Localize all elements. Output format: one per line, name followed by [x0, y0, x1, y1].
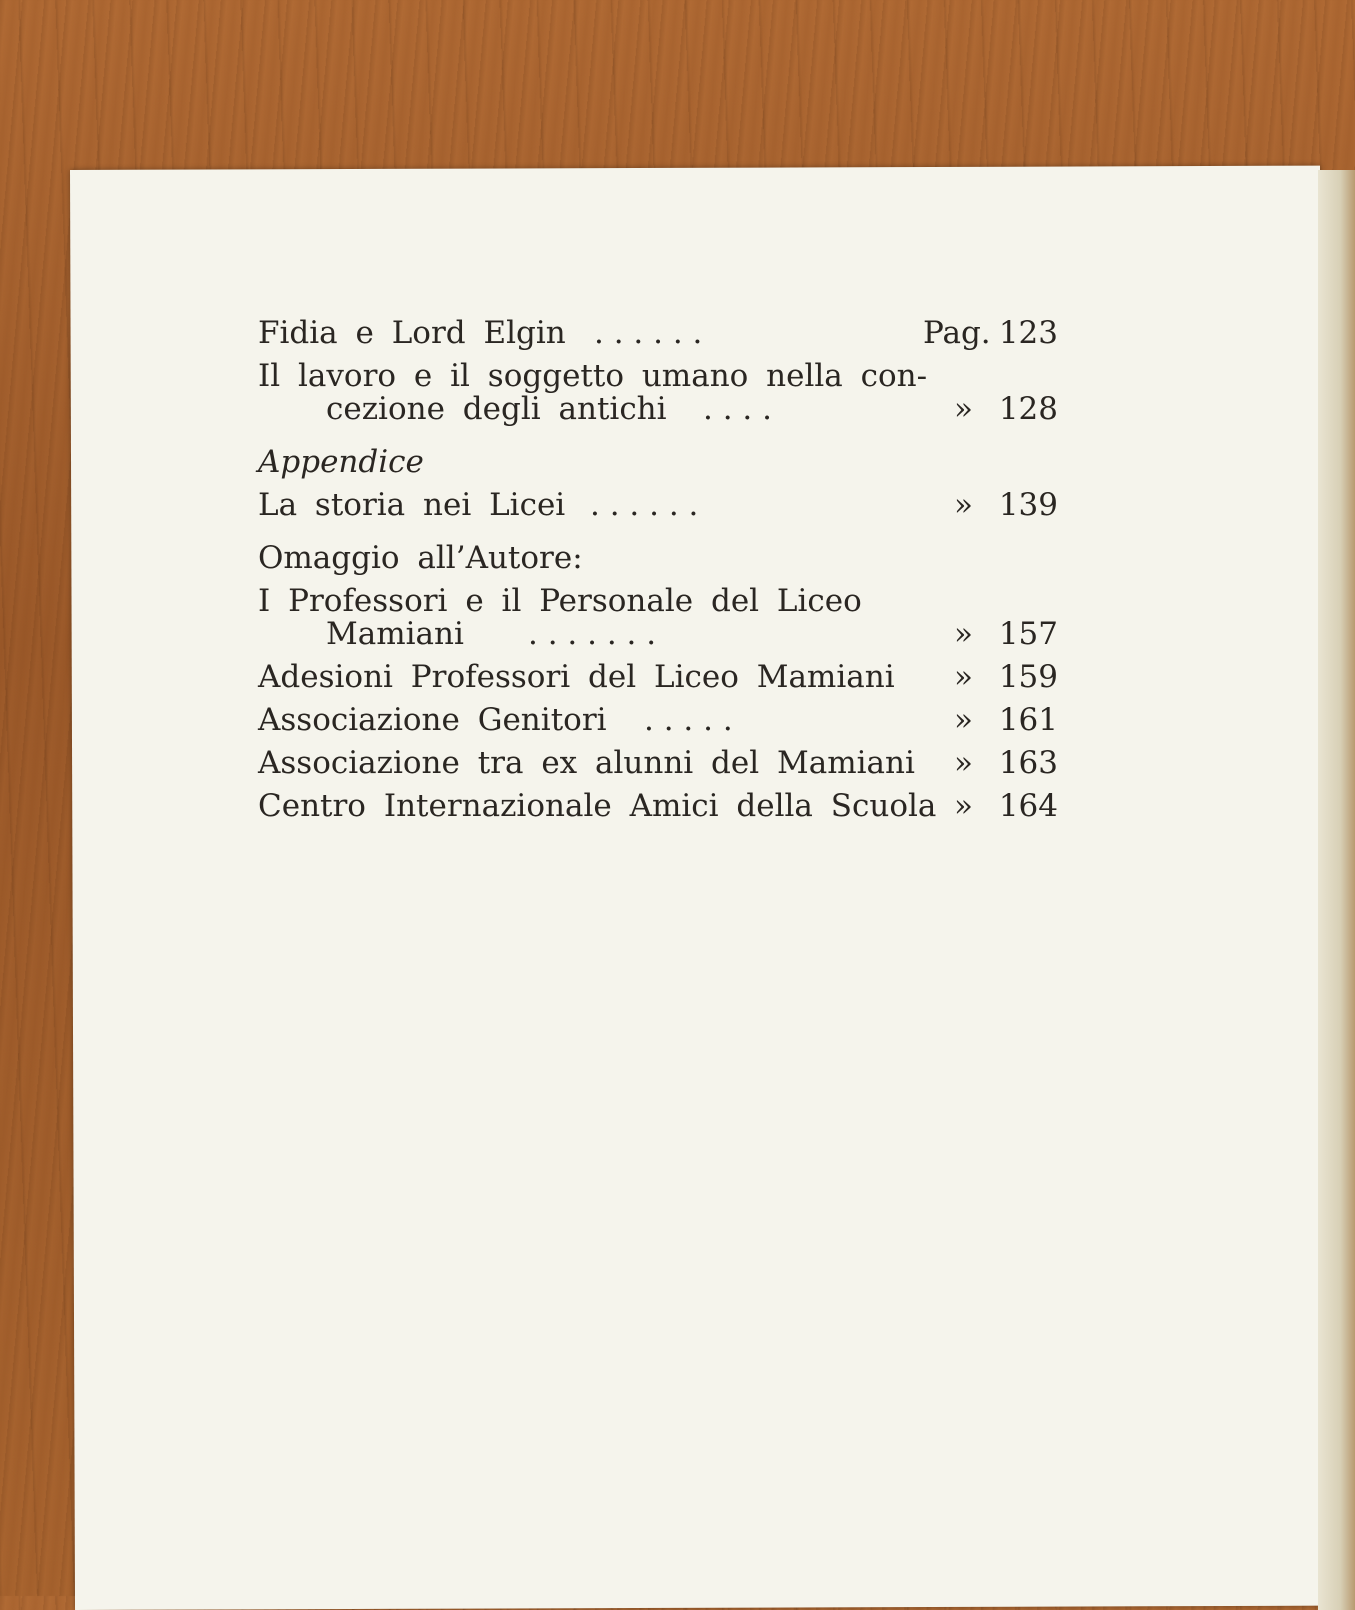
page-edge — [1318, 170, 1355, 1610]
toc-page-marker: » — [954, 487, 973, 523]
toc-entry-professori-line1 — [258, 583, 1058, 619]
toc-entry-title: I Professori e il Personale del Liceo — [258, 583, 862, 619]
toc-entry-title: Fidia e Lord Elgin — [258, 315, 566, 351]
toc-section-omaggio — [258, 540, 1058, 586]
toc-entry-ex-alunni — [258, 745, 1058, 791]
toc-page-marker: » — [954, 702, 973, 738]
toc-section-appendice — [258, 444, 1058, 490]
table-of-contents — [258, 315, 1058, 834]
toc-leader-dots: . . . . . . — [594, 315, 703, 351]
toc-entry-title: Associazione tra ex alunni del Mamiani — [258, 745, 915, 781]
toc-page-marker: » — [954, 391, 973, 427]
toc-entry-title: cezione degli antichi — [326, 391, 667, 427]
toc-page-marker: » — [954, 745, 973, 781]
toc-entry-genitori — [258, 702, 1058, 748]
toc-page-marker: » — [954, 616, 973, 652]
toc-page-number: 139 — [998, 487, 1058, 523]
toc-page-number: 164 — [998, 788, 1058, 824]
toc-leader-dots: . . . . — [703, 391, 772, 427]
toc-page-marker: » — [954, 788, 973, 824]
toc-page-number: 161 — [998, 702, 1058, 738]
toc-page-number: 157 — [998, 616, 1058, 652]
toc-entry-title: Il lavoro e il soggetto umano nella con- — [258, 358, 928, 394]
toc-page-marker: » — [954, 659, 973, 695]
toc-entry-lavoro-line1 — [258, 358, 1058, 394]
toc-entry-centro — [258, 788, 1058, 834]
toc-section-heading: Omaggio all’Autore: — [258, 540, 583, 576]
toc-entry-professori-line2 — [258, 616, 1058, 662]
toc-leader-dots: . . . . . . . — [528, 616, 657, 652]
toc-entry-title: Mamiani — [326, 616, 464, 652]
toc-section-heading: Appendice — [258, 444, 424, 480]
toc-page-number: 123 — [998, 315, 1058, 351]
toc-leader-dots: . . . . . — [644, 702, 733, 738]
toc-entry-fidia — [258, 315, 1058, 361]
toc-leader-dots: . . . . . . — [590, 487, 699, 523]
toc-entry-adesioni — [258, 659, 1058, 705]
toc-entry-title: Associazione Genitori — [258, 702, 607, 738]
toc-page-number: 159 — [998, 659, 1058, 695]
toc-entry-title: Adesioni Professori del Liceo Mamiani — [258, 659, 895, 695]
toc-page-marker: Pag. — [923, 315, 991, 351]
toc-page-number: 128 — [998, 391, 1058, 427]
toc-entry-title: Centro Internazionale Amici della Scuola — [258, 788, 937, 824]
toc-entry-storia — [258, 487, 1058, 533]
toc-entry-title: La storia nei Licei — [258, 487, 566, 523]
toc-entry-lavoro-line2 — [258, 391, 1058, 437]
toc-page-number: 163 — [998, 745, 1058, 781]
